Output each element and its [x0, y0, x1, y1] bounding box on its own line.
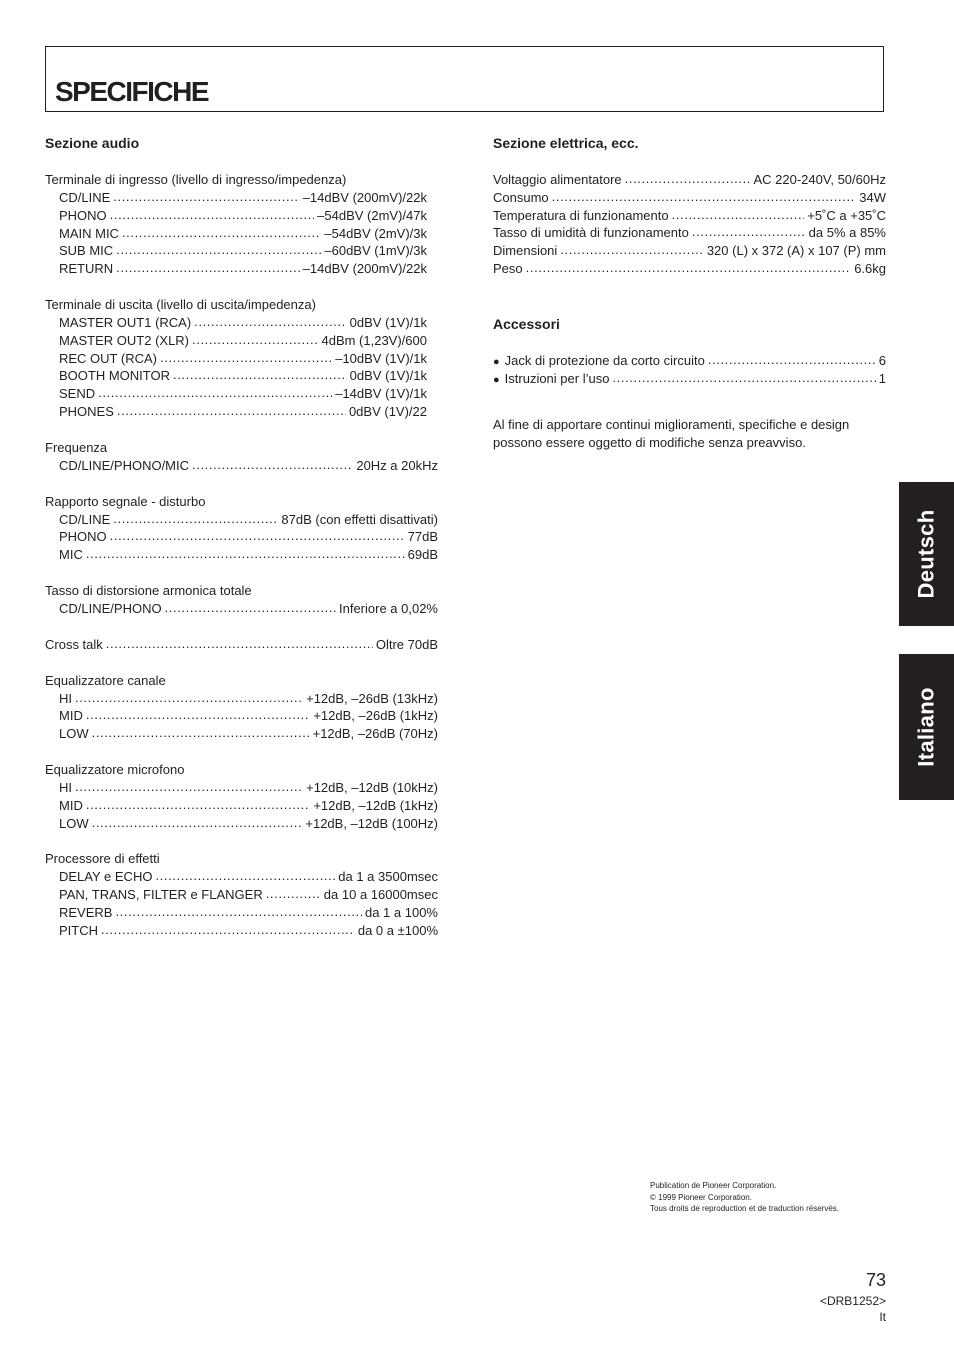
- spec-value: 320 (L) x 372 (A) x 107 (P) mm: [706, 243, 886, 259]
- dot-leader: [106, 635, 373, 653]
- spec-label: CD/LINE/PHONO: [59, 600, 162, 616]
- spec-row: [493, 207, 886, 225]
- spec-group-heading: Equalizzatore microfono: [45, 761, 185, 777]
- dot-leader: [625, 170, 751, 188]
- spec-label: LOW: [59, 815, 89, 831]
- spec-value: 77dB: [407, 529, 438, 545]
- spec-label: PHONES: [59, 403, 114, 419]
- spec-group: [45, 493, 438, 564]
- dot-leader: [101, 921, 355, 939]
- spec-label: PHONO: [59, 529, 107, 545]
- audio-spec-groups: [45, 171, 438, 940]
- dot-leader: [115, 903, 362, 921]
- audio-section-title: Sezione audio: [45, 135, 140, 151]
- spec-value: +12dB, –12dB (100Hz): [305, 815, 438, 831]
- dot-leader: [672, 206, 805, 224]
- dot-leader: [692, 223, 806, 241]
- spec-value: da 1 a 3500msec: [338, 869, 438, 885]
- spec-value: Inferiore a 0,02%: [338, 600, 438, 616]
- dot-leader: [122, 224, 321, 242]
- dot-leader: [75, 778, 303, 796]
- spec-label: Voltaggio alimentatore: [493, 172, 622, 187]
- spec-group: [45, 296, 438, 421]
- spec-row: [45, 546, 438, 564]
- dot-leader: [86, 796, 311, 814]
- spec-row: [45, 225, 438, 243]
- spec-row: [45, 314, 438, 332]
- dot-leader: [86, 545, 405, 563]
- dot-leader: [92, 814, 303, 832]
- spec-row: [493, 260, 886, 278]
- spec-value: –10dBV (1V)/1k: [335, 350, 427, 366]
- spec-value: 69dB: [407, 547, 438, 563]
- dot-leader: [266, 885, 321, 903]
- spec-value: da 10 a 16000msec: [323, 887, 438, 903]
- spec-row: [493, 370, 886, 388]
- spec-row: [45, 725, 438, 743]
- spec-label: PHONO: [59, 207, 107, 223]
- spec-group-heading: Equalizzatore canale: [45, 672, 166, 688]
- spec-label: CD/LINE: [59, 511, 111, 527]
- dot-leader: [552, 188, 857, 206]
- spec-row: [45, 385, 438, 403]
- accessories-list: [493, 352, 886, 388]
- spec-row: [45, 207, 438, 225]
- spec-label: PITCH: [59, 922, 98, 938]
- spec-value: –14dBV (1V)/1k: [335, 386, 427, 402]
- spec-row: [45, 922, 438, 940]
- spec-row: [45, 868, 438, 886]
- dot-leader: [526, 259, 852, 277]
- audio-section: [45, 133, 438, 958]
- spec-row: [493, 352, 886, 370]
- spec-value: 0dBV (1V)/1k: [349, 314, 427, 330]
- rights-line: Tous droits de reproduction et de traduction réservés.: [650, 1204, 839, 1213]
- dot-leader: [708, 351, 876, 369]
- spec-row: [45, 886, 438, 904]
- spec-label: MAIN MIC: [59, 225, 119, 241]
- spec-group: [45, 439, 438, 475]
- spec-value: –54dBV (2mV)/47k: [317, 207, 427, 223]
- dot-leader: [75, 689, 303, 707]
- spec-value: Oltre 70dB: [375, 636, 438, 652]
- spec-row: [45, 511, 438, 529]
- spec-value: da 5% a 85%: [808, 225, 886, 241]
- spec-label: MID: [59, 708, 83, 724]
- spec-value: da 1 a 100%: [364, 904, 438, 920]
- spec-group-heading: Terminale di ingresso (livello di ingresso/impedenza): [45, 172, 347, 187]
- dot-leader: [192, 456, 353, 474]
- title-box: [45, 46, 884, 112]
- spec-value: –14dBV (200mV)/22k: [302, 261, 427, 277]
- publisher-notice: [650, 1180, 839, 1215]
- spec-label: MASTER OUT2 (XLR): [59, 332, 190, 348]
- spec-group: [45, 761, 438, 832]
- spec-label: Jack di protezione da corto circuito: [504, 352, 705, 368]
- spec-label: REC OUT (RCA): [59, 350, 157, 366]
- spec-group-heading: Frequenza: [45, 439, 108, 455]
- spec-value: +12dB, –26dB (13kHz): [306, 690, 438, 706]
- spec-value: –60dBV (1mV)/3k: [324, 243, 427, 259]
- spec-value: –14dBV (200mV)/22k: [302, 190, 427, 205]
- dot-leader: [92, 724, 310, 742]
- spec-value: +12dB, –26dB (1kHz): [313, 708, 438, 724]
- spec-label: MASTER OUT1 (RCA): [59, 314, 192, 330]
- spec-row: [493, 224, 886, 242]
- spec-row: [45, 815, 438, 833]
- language-tab-italiano[interactable]: [899, 654, 954, 800]
- spec-label: BOOTH MONITOR: [59, 368, 170, 384]
- spec-value: +5˚C a +35˚C: [807, 207, 886, 223]
- doc-code: <DRB1252>: [819, 1294, 886, 1308]
- spec-row: [45, 528, 438, 546]
- spec-row: [45, 189, 438, 207]
- dot-leader: [98, 384, 332, 402]
- spec-value: 34W: [859, 189, 886, 205]
- dot-leader: [117, 402, 346, 420]
- spec-value: +12dB, –26dB (70Hz): [312, 726, 438, 742]
- spec-group: [45, 171, 438, 278]
- spec-group: [45, 582, 438, 618]
- spec-group-heading: Tasso di distorsione armonica totale: [45, 582, 252, 598]
- spec-row: [493, 171, 886, 189]
- spec-label: Temperatura di funzionamento: [493, 207, 669, 223]
- dot-leader: [86, 706, 311, 724]
- dot-leader: [560, 241, 704, 259]
- dot-leader: [116, 259, 300, 277]
- spec-label: SEND: [59, 386, 96, 402]
- spec-row: [45, 636, 438, 654]
- bullet-icon: ●: [493, 373, 500, 386]
- document-code: [820, 1293, 886, 1325]
- spec-value: 1: [878, 370, 886, 386]
- spec-label: Cross talk: [45, 636, 103, 652]
- spec-group: [45, 672, 438, 743]
- spec-group-heading: Processore di effetti: [45, 851, 160, 867]
- spec-value: 6: [878, 352, 886, 368]
- spec-row: [493, 189, 886, 207]
- spec-row: [45, 690, 438, 708]
- spec-label: SUB MIC: [59, 243, 114, 259]
- spec-row: [45, 600, 438, 618]
- dot-leader: [110, 206, 314, 224]
- language-tab-deutsch[interactable]: [899, 482, 954, 626]
- dot-leader: [192, 331, 318, 349]
- spec-value: 4dBm (1,23V)/600: [321, 332, 427, 348]
- spec-row: [45, 367, 438, 385]
- electrical-section: [493, 133, 886, 452]
- page-title: SPECIFICHE: [55, 76, 209, 107]
- dot-leader: [165, 599, 336, 617]
- accessories-title: Accessori: [493, 315, 560, 332]
- dot-leader: [194, 313, 347, 331]
- spec-group: [45, 636, 438, 654]
- spec-value: da 0 a ±100%: [357, 922, 438, 938]
- dot-leader: [160, 349, 332, 367]
- spec-value: +12dB, –12dB (10kHz): [306, 779, 438, 795]
- spec-label: Tasso di umidità di funzionamento: [493, 225, 689, 241]
- language-tab-deutsch-label: Deutsch: [913, 509, 939, 599]
- spec-label: LOW: [59, 726, 89, 742]
- spec-label: HI: [59, 690, 72, 706]
- spec-row: [493, 242, 886, 260]
- spec-row: [45, 350, 438, 368]
- spec-row: [45, 904, 438, 922]
- spec-row: [45, 457, 438, 475]
- spec-value: +12dB, –12dB (1kHz): [313, 797, 438, 813]
- spec-label: MIC: [59, 547, 83, 563]
- dot-leader: [155, 867, 335, 885]
- spec-row: [45, 260, 438, 278]
- spec-label: Dimensioni: [493, 243, 558, 259]
- spec-row: [45, 403, 438, 421]
- spec-value: 6.6kg: [854, 260, 886, 276]
- spec-label: MID: [59, 797, 83, 813]
- spec-value: 87dB (con effetti disattivati): [281, 511, 438, 527]
- spec-group-heading: Rapporto segnale - disturbo: [45, 493, 206, 509]
- spec-label: HI: [59, 779, 72, 795]
- spec-row: [45, 332, 438, 350]
- spec-group-heading: Terminale di uscita (livello di uscita/impedenza): [45, 296, 316, 312]
- disclaimer-note: Al fine di apportare continui miglioramenti, specifiche e design possono essere oggetto di modifiche senza preavviso.: [493, 416, 850, 450]
- publisher-line: Publication de Pioneer Corporation.: [650, 1181, 777, 1190]
- electrical-spec-list: [493, 171, 886, 278]
- spec-group: [45, 850, 438, 939]
- dot-leader: [113, 188, 299, 206]
- page-number: 73: [865, 1270, 886, 1290]
- spec-label: PAN, TRANS, FILTER e FLANGER: [59, 887, 263, 903]
- dot-leader: [110, 527, 405, 545]
- spec-row: [45, 797, 438, 815]
- spec-value: –54dBV (2mV)/3k: [324, 225, 427, 241]
- spec-row: [45, 242, 438, 260]
- electrical-section-title: Sezione elettrica, ecc.: [493, 135, 639, 151]
- spec-label: DELAY e ECHO: [59, 869, 153, 885]
- dot-leader: [113, 510, 278, 528]
- dot-leader: [116, 241, 321, 259]
- spec-label: CD/LINE/PHONO/MIC: [59, 457, 190, 473]
- spec-row: [45, 779, 438, 797]
- dot-leader: [612, 369, 875, 387]
- language-tab-italiano-label: Italiano: [913, 687, 939, 767]
- spec-value: 20Hz a 20kHz: [356, 457, 438, 473]
- spec-value: 0dBV (1V)/22: [348, 403, 427, 419]
- spec-label: Peso: [493, 260, 523, 276]
- spec-value: AC 220-240V, 50/60Hz: [753, 172, 886, 187]
- spec-row: [45, 707, 438, 725]
- dot-leader: [173, 366, 347, 384]
- spec-label: Consumo: [493, 189, 549, 205]
- spec-label: CD/LINE: [59, 190, 111, 205]
- language-code: It: [879, 1310, 886, 1324]
- spec-label: RETURN: [59, 261, 114, 277]
- spec-value: 0dBV (1V)/1k: [349, 368, 427, 384]
- spec-label: Istruzioni per l’uso: [504, 370, 610, 386]
- copyright-line: © 1999 Pioneer Corporation.: [650, 1192, 752, 1202]
- spec-label: REVERB: [59, 904, 113, 920]
- bullet-icon: ●: [493, 355, 500, 368]
